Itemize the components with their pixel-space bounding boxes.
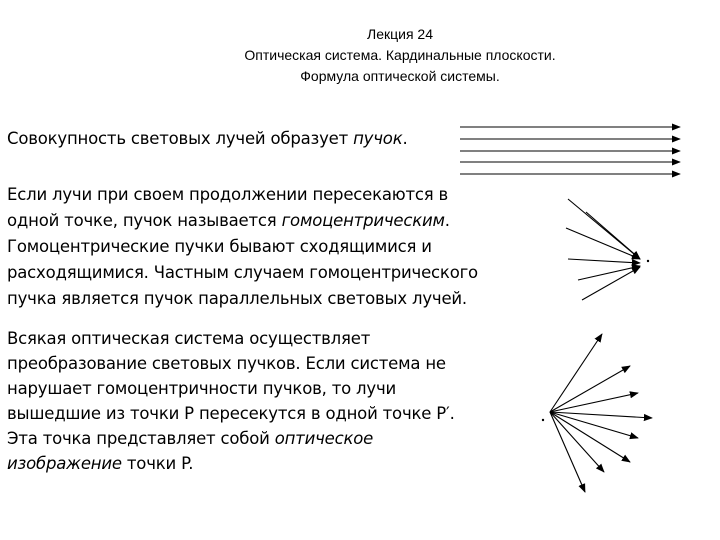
lecture-subtitle: Формула оптической системы. [300,68,500,84]
ray [566,228,640,259]
text-line: вышедшие из точки P пересекутся в одной точке P′. [7,404,455,423]
text: точки P. [121,454,194,473]
text-line: Если лучи при своем продолжении пересекаются в [7,185,449,204]
ray [550,412,630,462]
ray [550,366,630,412]
ray [550,334,602,412]
text: . [444,211,450,230]
text-line: преобразование световых пучков. Если система не [7,354,446,373]
term-beam: пучок [353,129,403,148]
focus-point [647,260,649,262]
parallel-beam-diagram [460,127,680,174]
ray [550,412,652,418]
ray [586,212,640,259]
term-optical: оптическое [274,429,374,448]
ray [568,259,640,263]
ray [550,393,638,412]
text-line: Гомоцентрические пучки бывают сходящимися и [7,237,432,256]
text: одной точке, пучок называется [7,211,282,230]
diverging-beam-diagram [542,334,652,492]
text-line: нарушает гомоцентричности пучков, то лучи [7,379,397,398]
lecture-title: Оптическая система. Кардинальные плоскости. [244,47,556,63]
text: Эта точка представляет собой [7,429,275,448]
text: . [402,129,408,148]
text-line: пучка является пучок параллельных световых лучей. [7,289,467,308]
ray [578,266,640,280]
term-homocentric: гомоцентрическим [281,211,445,230]
text-line: Всякая оптическая система осуществляет [7,329,371,348]
converging-beam-diagram [566,199,649,300]
lecture-number: Лекция 24 [367,26,433,42]
text: Совокупность световых лучей образует [7,129,354,148]
term-image: изображение [7,454,122,473]
ray [550,412,585,492]
ray [582,267,640,300]
ray [550,412,604,472]
source-point [542,419,544,421]
text-line: расходящимися. Частным случаем гомоцентрического [7,263,478,282]
